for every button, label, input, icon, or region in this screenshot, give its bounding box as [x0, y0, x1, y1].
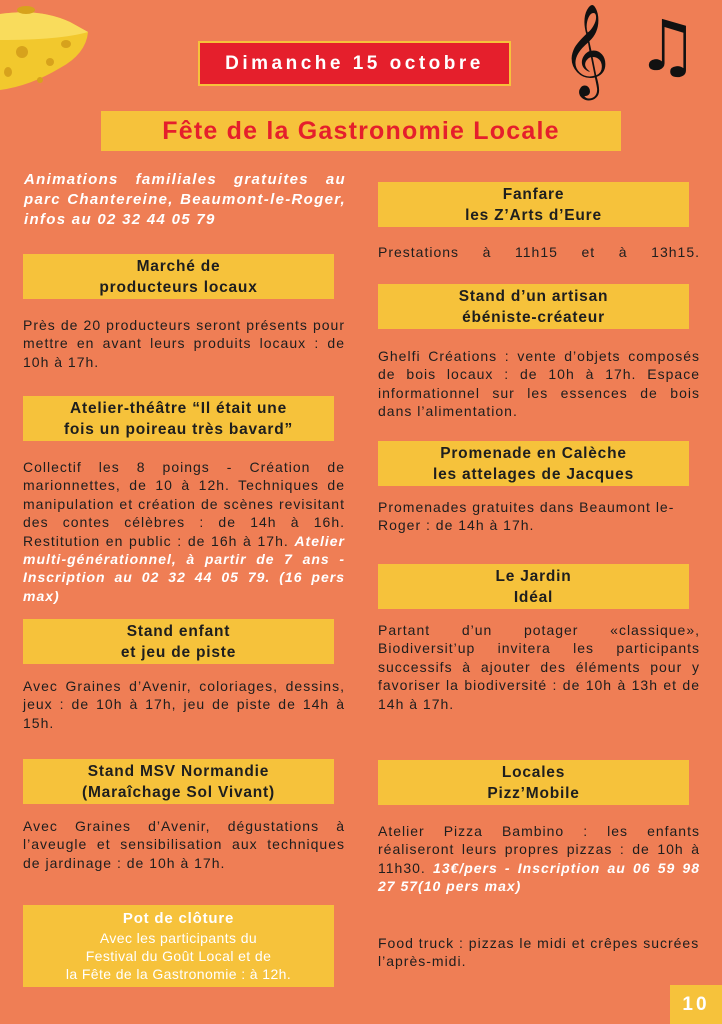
pizz-text [378, 822, 700, 896]
pizz-heading-line2: Pizz’Mobile [487, 784, 580, 802]
atelier-heading-line1: Atelier-théâtre “Il était une [70, 399, 287, 417]
intro-text: Animations familiales gratuites au parc Chantereine, Beaumont-le-Roger, infos au 02 32 44 05 79 [24, 171, 346, 228]
fanfare-heading-line2: les Z’Arts d’Eure [465, 206, 602, 224]
enfant-text: Avec Graines d’Avenir, coloriages, dessins, jeux : de 10h à 17h, jeu de piste de 14h à 15h. [23, 678, 345, 731]
atelier-text [23, 458, 345, 605]
jardin-heading-line1: Le Jardin [495, 567, 572, 585]
msv-heading-line1: Stand MSV Normandie [87, 762, 270, 780]
jardin-heading-line2: Idéal [513, 588, 554, 606]
caleche-heading-line2: les attelages de Jacques [433, 465, 634, 483]
pot-line3: la Fête de la Gastronomie : à 12h. [65, 965, 292, 982]
pot-de-cloture-box [23, 905, 334, 987]
marche-heading-line2: producteurs locaux [99, 278, 258, 296]
atelier-heading-line2: fois un poireau très bavard” [63, 420, 294, 438]
pizz-description: Atelier Pizza Bambino : les enfants réaliseront leurs propres pizzas : de 10h à 11h30. [378, 823, 700, 876]
marche-text: Près de 20 producteurs seront présents pour mettre en avant leurs produits locaux : de 10h à 17h. [23, 317, 345, 370]
jardin-text: Partant d’un potager «classique», Biodiversit’up invitera les participants successifs à ajouter des éléments pour y favoriser la biodiversité : de 10h à 13h et de 14h à 17h. [378, 622, 700, 712]
pizz-registration: 13€/pers - Inscription au 06 59 98 27 57(10 pers max) [378, 859, 701, 895]
fanfare-heading-line1: Fanfare [502, 185, 565, 203]
enfant-heading-line1: Stand enfant [126, 622, 231, 640]
pot-line2: Festival du Goût Local et de [85, 947, 272, 964]
jardin-heading [378, 564, 689, 609]
page-number: 10 [670, 985, 722, 1024]
caleche-text: Promenades gratuites dans Beaumont le-Roger : de 14h à 17h. [378, 499, 675, 534]
atelier-registration: Atelier multi-générationnel, à partir de 7 ans - Inscription au 02 32 44 05 79. (16 pers max) [23, 532, 346, 604]
pizz-heading-line1: Locales [501, 763, 566, 781]
pot-title: Pot de clôture [122, 909, 235, 927]
msv-heading-line2: (Maraîchage Sol Vivant) [82, 783, 275, 801]
marche-heading-line1: Marché de [136, 257, 221, 275]
marche-heading [23, 254, 334, 299]
cheese-icon [0, 0, 90, 90]
artisan-heading [378, 284, 689, 329]
treble-clef-icon: 𝄞 [562, 3, 610, 96]
atelier-description: Collectif les 8 poings - Création de marionnettes, de 10 à 12h. Techniques de manipulation et création de scènes revisitant des contes célèbres : de 14h à 16h. Restitution en public : de 16h à 17h. [23, 459, 345, 549]
caleche-heading [378, 441, 689, 486]
fanfare-heading [378, 182, 689, 227]
page-title: Fête de la Gastronomie Locale [101, 111, 621, 151]
music-note-icon: ♫ [636, 5, 699, 87]
enfant-heading-line2: et jeu de piste [120, 643, 237, 661]
artisan-heading-line2: ébéniste-créateur [462, 308, 605, 326]
pot-line1: Avec les participants du [99, 929, 258, 946]
msv-text: Avec Graines d’Avenir, dégustations à l’aveugle et sensibilisation aux techniques de jardinage : de 10h à 17h. [23, 818, 345, 871]
msv-heading [23, 759, 334, 804]
pizz-heading [378, 760, 689, 805]
food-truck-text: Food truck : pizzas le midi et crêpes sucrées l’après-midi. [378, 935, 700, 970]
date-badge: Dimanche 15 octobre [198, 41, 511, 86]
fanfare-text: Prestations à 11h15 et à 13h15. [378, 244, 700, 260]
caleche-heading-line1: Promenade en Calèche [440, 444, 627, 462]
artisan-text: Ghelfi Créations : vente d’objets composés de bois locaux : de 10h à 17h. Espace informationnel sur les essences de bois dans l’alimentation. [378, 348, 700, 420]
artisan-heading-line1: Stand d’un artisan [458, 287, 609, 305]
enfant-heading [23, 619, 334, 664]
atelier-heading [23, 396, 334, 441]
